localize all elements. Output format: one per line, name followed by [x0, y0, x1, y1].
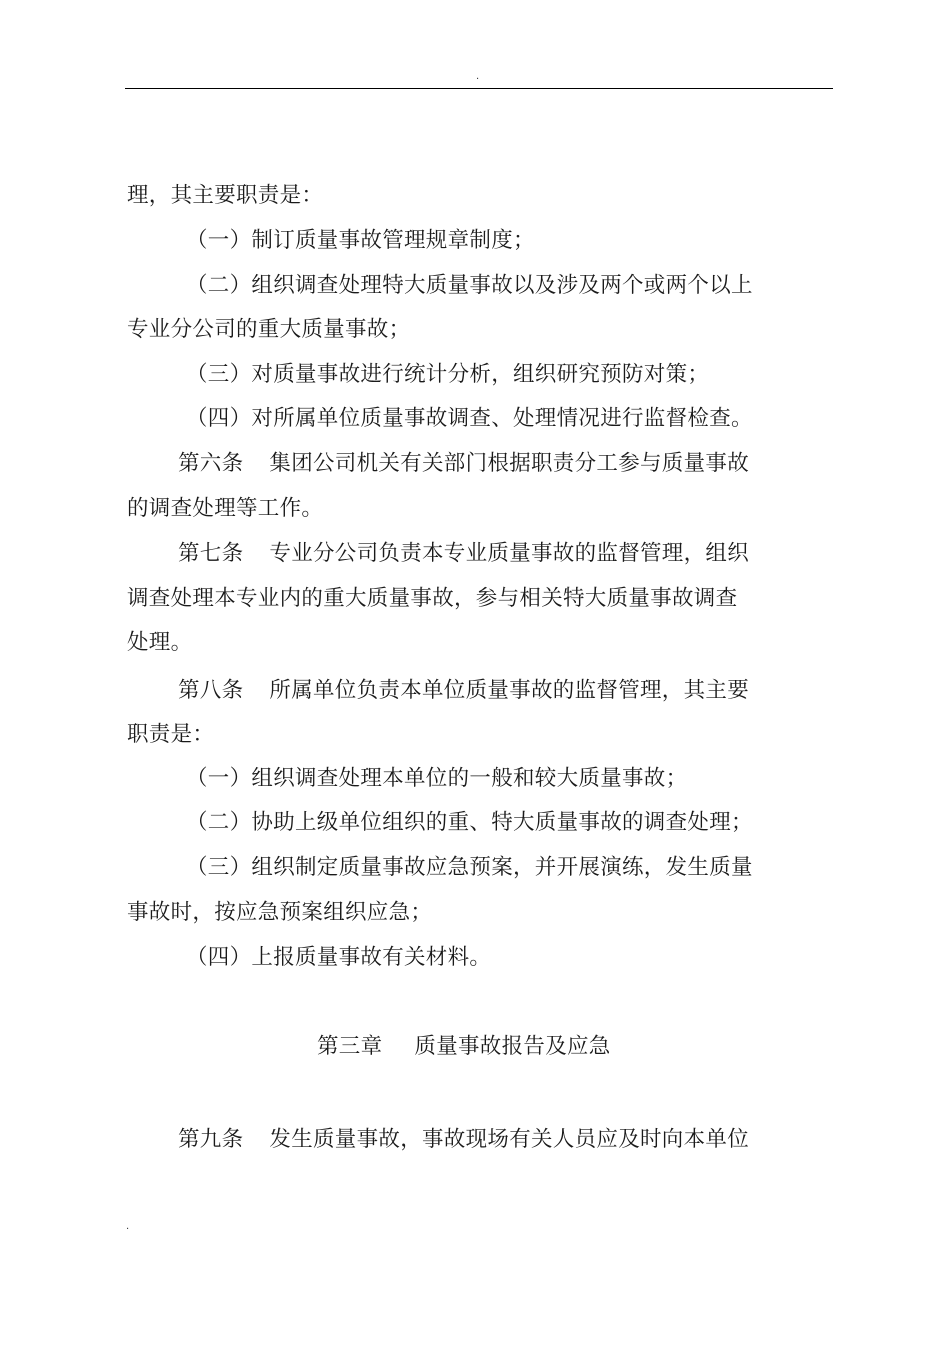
article-text: 集团公司机关有关部门根据职责分工参与质量事故 — [269, 451, 750, 476]
header-dot: . — [476, 71, 480, 82]
article-label: 第八条 — [178, 678, 244, 703]
paragraph-line: 的调查处理等工作。 — [127, 496, 324, 521]
paragraph-line: 调查处理本专业内的重大质量事故，参与相关特大质量事故调查 — [127, 586, 738, 611]
chapter-label: 第三章 — [317, 1034, 383, 1059]
paragraph-line: 事故时，按应急预案组织应急； — [127, 900, 433, 925]
chapter-title: 质量事故报告及应急 — [414, 1034, 611, 1059]
list-item: （三）对质量事故进行统计分析，组织研究预防对策； — [186, 362, 710, 387]
article-text: 专业分公司负责本专业质量事故的监督管理，组织 — [269, 541, 750, 566]
article-8 — [178, 676, 749, 706]
paragraph-line: 职责是： — [127, 722, 215, 747]
article-text: 所属单位负责本单位质量事故的监督管理，其主要 — [269, 678, 750, 703]
article-9 — [178, 1125, 749, 1155]
article-label: 第七条 — [178, 541, 244, 566]
chapter-heading — [317, 1032, 611, 1062]
article-label: 第九条 — [178, 1127, 244, 1152]
list-item: （四）对所属单位质量事故调查、处理情况进行监督检查。 — [186, 406, 753, 431]
paragraph-line: 专业分公司的重大质量事故； — [127, 317, 411, 342]
list-item: （二）组织调查处理特大质量事故以及涉及两个或两个以上 — [186, 273, 753, 298]
article-7 — [178, 539, 749, 569]
list-item: （二）协助上级单位组织的重、特大质量事故的调查处理； — [186, 810, 753, 835]
paragraph-line: 处理。 — [127, 630, 193, 655]
list-item: （一）组织调查处理本单位的一般和较大质量事故； — [186, 766, 688, 791]
paragraph-line: 理，其主要职责是： — [127, 183, 324, 208]
list-item: （一）制订质量事故管理规章制度； — [186, 228, 535, 253]
list-item: （四）上报质量事故有关材料。 — [186, 945, 492, 970]
article-label: 第六条 — [178, 451, 244, 476]
article-6 — [178, 449, 749, 479]
footer-dot: . — [126, 1221, 130, 1232]
article-text: 发生质量事故，事故现场有关人员应及时向本单位 — [269, 1127, 750, 1152]
list-item: （三）组织制定质量事故应急预案，并开展演练，发生质量 — [186, 855, 753, 880]
header-rule — [125, 88, 833, 89]
